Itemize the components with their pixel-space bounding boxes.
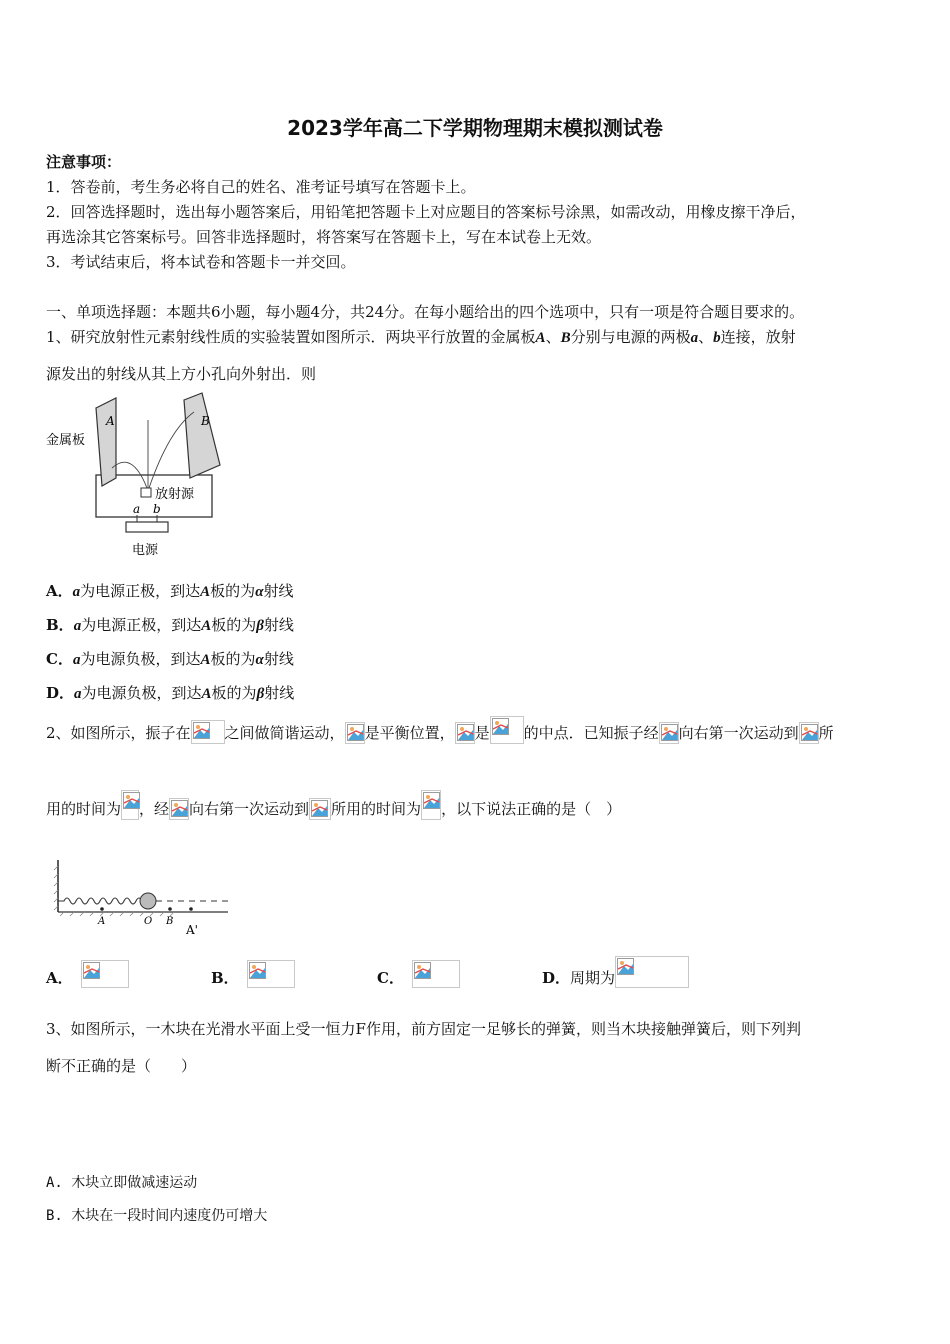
option-label: C． (377, 969, 404, 987)
q1-text: 1、研究放射性元素射线性质的实验装置如图所示．两块平行放置的金属板 (46, 328, 536, 346)
oscillator-ball (140, 893, 156, 909)
option-text: 为电源正极，到达 (81, 616, 202, 634)
option-label: B． (211, 969, 239, 987)
q1-sep: 、 (698, 328, 714, 346)
q2-text: 之间做简谐运动， (224, 724, 345, 742)
option-ray: α (255, 652, 264, 668)
metal-plate-a (96, 398, 116, 486)
point-b-label: B (166, 916, 174, 927)
terminal-a-label: a (133, 502, 141, 516)
q1-option-c[interactable] (46, 648, 294, 669)
q2-text: 向右第一次运动到 (189, 800, 310, 818)
source-label: 放射源 (155, 487, 195, 502)
option-label: A． (46, 582, 73, 600)
option-label: D． (46, 684, 75, 702)
broken-image-icon (169, 798, 189, 820)
option-label: A． (46, 969, 73, 987)
plate-a-label: A (106, 414, 115, 428)
option-text: 板的为 (211, 684, 257, 702)
q2-text: 所用的时间为 (331, 800, 422, 818)
point-a-prime-label: A' (186, 923, 198, 937)
plate-b-label: B (201, 414, 210, 428)
q1-var-A: A (535, 330, 546, 346)
q2-text: 是平衡位置， (364, 724, 455, 742)
option-plate: A (200, 584, 211, 600)
q1-var-B: B (560, 330, 571, 346)
q2-option-b[interactable] (211, 960, 295, 990)
broken-image-icon (247, 960, 295, 988)
notice-item: 3．考试结束后，将本试卷和答题卡一并交回。 (46, 253, 356, 271)
option-text: 射线 (264, 684, 295, 702)
broken-image-icon (659, 722, 679, 744)
broken-image-icon (490, 716, 524, 744)
q2-option-a[interactable] (46, 960, 129, 990)
spring (58, 898, 142, 904)
option-ray: α (255, 584, 264, 600)
option-text: 周期为 (570, 969, 616, 987)
q3-option-a[interactable]: A. 木块立即做减速运动 (46, 1175, 198, 1191)
option-var: a (72, 652, 81, 668)
option-var: a (72, 584, 81, 600)
option-text: 为电源负极，到达 (81, 684, 202, 702)
point-o-label: O (144, 916, 153, 927)
option-var: a (74, 686, 82, 702)
option-label: B． (46, 616, 74, 634)
option-plate: A (201, 686, 212, 702)
question-2-stem (46, 716, 834, 748)
q1-sep: 、 (545, 328, 561, 346)
q3-option-b[interactable]: B. 木块在一段时间内速度仍可增大 (46, 1208, 268, 1224)
broken-image-icon (345, 722, 365, 744)
question-1-stem (46, 326, 796, 349)
broken-image-icon (799, 722, 819, 744)
q2-figure (50, 856, 230, 938)
q2-text: 用的时间为 (46, 800, 122, 818)
q2-option-c[interactable] (377, 960, 460, 990)
q1-option-d[interactable] (46, 682, 294, 703)
option-var: a (73, 618, 82, 634)
question-2-stem-cont (46, 790, 621, 822)
q2-text: ，以下说法正确的是（ ） (441, 800, 622, 818)
broken-image-icon (81, 960, 129, 988)
option-ray: β (256, 618, 264, 634)
page-title: 2023学年高二下学期物理期末模拟测试卷 (287, 116, 663, 140)
option-label: D． (542, 969, 571, 987)
q2-text: 是 (474, 724, 490, 742)
notice-item: 再选涂其它答案标号。回答非选择题时，将答案写在答题卡上，写在本试卷上无效。 (46, 228, 602, 246)
metal-plate-label: 金属板 (46, 433, 86, 448)
option-text: 为电源正极，到达 (80, 582, 201, 600)
option-text: 板的为 (210, 582, 256, 600)
power-label: 电源 (132, 543, 159, 558)
notice-item: 2．回答选择题时，选出每小题答案后，用铅笔把答题卡上对应题目的答案标号涂黑，如需改动，用橡皮擦干净后， (46, 203, 806, 221)
option-plate: A (200, 652, 211, 668)
power-supply (126, 522, 168, 532)
q1-text: 分别与电源的两极 (570, 328, 691, 346)
metal-plate-b (184, 393, 220, 478)
broken-image-icon (455, 722, 475, 744)
section-heading: 一、单项选择题：本题共6小题，每小题4分，共24分。在每小题给出的四个选项中，只有一项是符合题目要求的。 (46, 303, 805, 321)
option-text: 为电源负极，到达 (80, 650, 201, 668)
question-1-stem-cont: 源发出的射线从其上方小孔向外射出．则 (46, 365, 317, 383)
broken-image-icon (121, 790, 139, 820)
option-text: 板的为 (211, 616, 257, 634)
broken-image-icon (412, 960, 460, 988)
notice-item: 1．答卷前，考生务必将自己的姓名、准考证号填写在答题卡上。 (46, 178, 476, 196)
q1-option-b[interactable] (46, 614, 294, 635)
q2-text: 2、如图所示，振子在 (46, 724, 191, 742)
option-plate: A (201, 618, 212, 634)
question-3-stem-cont: 断不正确的是（ ） (46, 1057, 197, 1075)
terminal-b-label: b (153, 502, 161, 516)
q2-text: ，经 (139, 800, 170, 818)
q1-var-b: b (713, 330, 721, 346)
notice-heading: 注意事项： (46, 153, 122, 171)
q2-text: 所 (818, 724, 834, 742)
question-3-stem: 3、如图所示，一木块在光滑水平面上受一恒力F作用，前方固定一足够长的弹簧，则当木块接触弹簧后，则下列判 (46, 1020, 801, 1038)
q2-text: 的中点．已知振子经 (523, 724, 659, 742)
broken-image-icon (309, 798, 331, 820)
broken-image-icon (421, 790, 441, 820)
broken-image-icon (615, 956, 689, 988)
q2-text: 向右第一次运动到 (678, 724, 799, 742)
q1-option-a[interactable] (46, 580, 294, 601)
q1-text: 连接，放射 (720, 328, 796, 346)
option-text: 射线 (263, 582, 294, 600)
q1-var-a: a (690, 330, 699, 346)
q1-figure (44, 390, 224, 562)
q2-option-d[interactable] (542, 956, 689, 990)
option-label: C． (46, 650, 73, 668)
option-text: 板的为 (210, 650, 256, 668)
broken-image-icon (191, 720, 225, 744)
source-box (141, 488, 151, 497)
option-text: 射线 (263, 650, 294, 668)
option-ray: β (256, 686, 265, 702)
option-text: 射线 (263, 616, 294, 634)
point-a-label: A (98, 916, 106, 927)
